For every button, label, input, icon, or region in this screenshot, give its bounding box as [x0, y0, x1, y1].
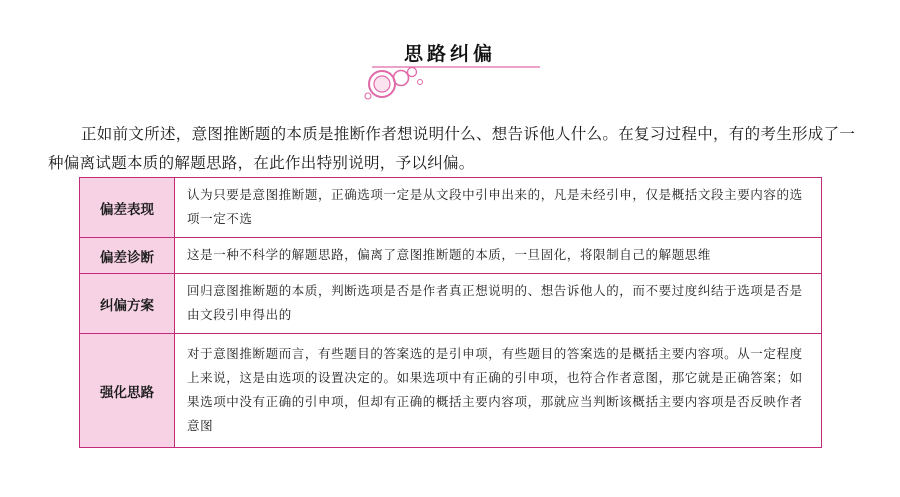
row-content-reinforcement: 对于意图推断题而言，有些题目的答案选的是引申项，有些题目的答案选的是概括主要内容项。从一定程度上来说，这是由选项的设置决定的。如果选项中有正确的引申项，也符合作者意图，那它就是正确答案；如果选项中没有正确的引申项，但却有正确的概括主要内容项，那就应当判断该概括主要内容项是否反映作者意图 — [175, 334, 822, 448]
correction-table — [79, 177, 822, 448]
row-label-deviation-diagnosis: 偏差诊断 — [80, 238, 175, 274]
intro-paragraph: 正如前文所述，意图推断题的本质是推断作者想说明什么、想告诉他人什么。在复习过程中，有的考生形成了一种偏离试题本质的解题思路，在此作出特别说明，予以纠偏。 — [48, 124, 856, 172]
table-row — [80, 274, 822, 334]
row-content-deviation-manifestation: 认为只要是意图推断题，正确选项一定是从文段中引申出来的，凡是未经引申，仅是概括文段主要内容的选项一定不选 — [175, 178, 822, 238]
section-heading — [0, 30, 900, 100]
row-content-deviation-diagnosis: 这是一种不科学的解题思路，偏离了意图推断题的本质，一旦固化，将限制自己的解题思维 — [175, 238, 822, 274]
row-label-deviation-manifestation: 偏差表现 — [80, 178, 175, 238]
row-label-reinforcement: 强化思路 — [80, 334, 175, 448]
row-label-correction-plan: 纠偏方案 — [80, 274, 175, 334]
table-row — [80, 334, 822, 448]
table-row — [80, 238, 822, 274]
heading-title: 思路纠偏 — [403, 43, 496, 65]
circles-line-decoration-icon — [350, 62, 550, 102]
row-content-correction-plan: 回归意图推断题的本质，判断选项是否是作者真正想说明的、想告诉他人的，而不要过度纠结于选项是否是由文段引申得出的 — [175, 274, 822, 334]
table-row — [80, 178, 822, 238]
